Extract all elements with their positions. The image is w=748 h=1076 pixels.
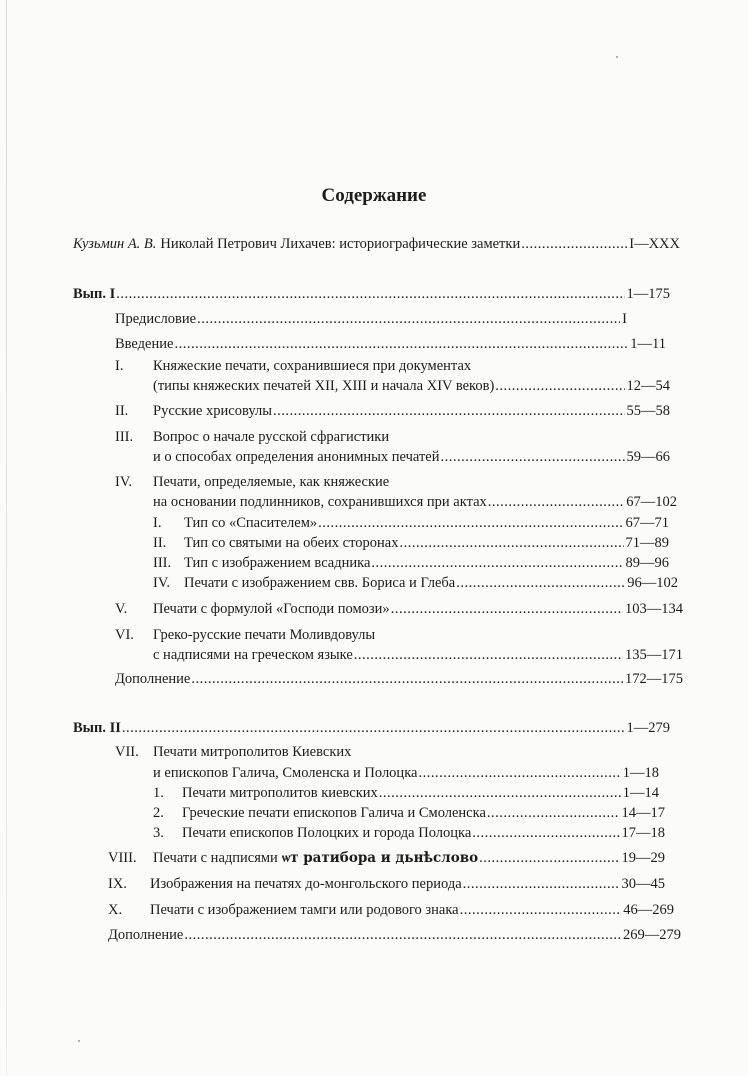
- chapter-title: Печати с формулой «Господи помози»: [153, 601, 390, 617]
- subsection-number: 3.: [153, 825, 164, 841]
- entry-pages: 1—14: [622, 785, 659, 801]
- dot-leader: [116, 286, 624, 303]
- chapter-title-line: Княжеские печати, сохранившиеся при документах: [153, 358, 472, 374]
- dot-leader: [354, 647, 623, 664]
- entry-pages: I: [622, 311, 627, 327]
- toc-chapter-4[interactable]: [153, 494, 677, 511]
- page-edge: [6, 0, 7, 1076]
- chapter-title: Печати с надписями: [153, 850, 278, 866]
- toc-entry-preface[interactable]: [115, 311, 627, 328]
- chapter-title-line: и епископов Галича, Смоленска и Полоцка: [153, 765, 418, 781]
- chapter-number: V.: [115, 601, 128, 617]
- toc-chapter-5[interactable]: [153, 601, 683, 618]
- dot-leader: [463, 876, 620, 893]
- dot-leader: [318, 515, 623, 532]
- subsection-title: Греческие печати епископов Галича и Смоленска: [182, 805, 486, 821]
- toc-subsection[interactable]: [184, 515, 669, 532]
- entry-pages: 14—17: [621, 805, 665, 821]
- chapter-number: IX.: [108, 876, 127, 892]
- toc-subsection[interactable]: [184, 555, 669, 572]
- toc-volume-2[interactable]: [73, 720, 670, 737]
- subsection-title: Печати с изображением свв. Бориса и Глеба: [184, 575, 456, 591]
- chapter-title-line: и о способах определения анонимных печатей: [153, 449, 440, 465]
- chapter-title-line: с надписями на греческом языке: [153, 647, 353, 663]
- chapter-number: II.: [115, 403, 129, 419]
- entry-pages: 19—29: [621, 850, 665, 866]
- entry-pages: 172—175: [625, 671, 683, 687]
- subsection-number: II.: [153, 535, 167, 551]
- dot-leader: [399, 535, 623, 552]
- dot-leader: [479, 850, 619, 867]
- chapter-title: Печати с изображением тамги или родового знака: [150, 902, 459, 918]
- entry-pages: 96—102: [627, 575, 678, 591]
- entry-pages: 135—171: [625, 647, 683, 663]
- dot-leader: [418, 765, 620, 782]
- chapter-number: III.: [115, 429, 134, 445]
- subsection-number: I.: [153, 515, 162, 531]
- toc-chapter-1[interactable]: [153, 378, 670, 395]
- entry-pages: I—XXX: [629, 236, 680, 252]
- subsection-number: III.: [153, 555, 172, 571]
- toc-subsection[interactable]: [182, 805, 665, 822]
- subsection-title: Тип с изображением всадника: [184, 555, 371, 571]
- chapter-number: IV.: [115, 474, 133, 490]
- toc-chapter-8[interactable]: [153, 850, 665, 867]
- dot-leader: [487, 805, 620, 822]
- paper-speck: [78, 1040, 80, 1042]
- dot-leader: [197, 311, 620, 328]
- toc-chapter-3[interactable]: [153, 449, 670, 466]
- toc-subsection[interactable]: [182, 825, 665, 842]
- subsection-number: 2.: [153, 805, 164, 821]
- dot-leader: [371, 555, 623, 572]
- entry-title: Введение: [115, 336, 174, 352]
- page-title: Содержание: [321, 185, 427, 206]
- toc-volume-1[interactable]: [73, 286, 670, 303]
- dot-leader: [391, 601, 623, 618]
- subsection-title: Печати епископов Полоцких и города Полоцка: [182, 825, 472, 841]
- chapter-number: VIII.: [108, 850, 137, 866]
- entry-pages: 67—71: [625, 515, 669, 531]
- entry-pages: 89—96: [625, 555, 669, 571]
- chapter-title-line: Печати митрополитов Киевских: [153, 744, 352, 760]
- entry-pages: 12—54: [626, 378, 670, 394]
- subsection-title: Тип со «Спасителем»: [184, 515, 318, 531]
- entry-author: Кузьмин А. В.: [73, 236, 157, 252]
- volume-pages: 1—175: [626, 286, 670, 302]
- dot-leader: [184, 927, 621, 944]
- toc-chapter-10[interactable]: [150, 902, 674, 919]
- entry-title: Дополнение: [108, 927, 184, 943]
- dot-leader: [495, 378, 624, 395]
- entry-pages: 1—11: [630, 336, 666, 352]
- dot-leader: [460, 902, 622, 919]
- paper-speck: [616, 56, 618, 58]
- dot-leader: [379, 785, 621, 802]
- chapter-title: Русские хрисовулы: [153, 403, 272, 419]
- entry-pages: 103—134: [625, 601, 683, 617]
- chapter-number: X.: [108, 902, 123, 918]
- chapter-title-line: (типы княжеских печатей XII, XIII и начала XIV веков): [153, 378, 495, 394]
- subsection-title: Тип со святыми на обеих сторонах: [184, 535, 399, 551]
- dot-leader: [122, 720, 625, 737]
- chapter-title-line: на основании подлинников, сохранившихся при актах: [153, 494, 487, 510]
- toc-subsection[interactable]: [184, 575, 678, 592]
- dot-leader: [174, 336, 628, 353]
- dot-leader: [440, 449, 624, 466]
- chapter-number: VII.: [115, 744, 139, 760]
- chapter-title-line: Печати, определяемые, как княжеские: [153, 474, 390, 490]
- toc-entry-supplement-1[interactable]: [115, 671, 683, 688]
- entry-title: Предисловие: [115, 311, 197, 327]
- entry-pages: 55—58: [626, 403, 670, 419]
- chapter-title: Изображения на печатях до-монгольского периода: [150, 876, 462, 892]
- subsection-title: Печати митрополитов киевских: [182, 785, 378, 801]
- entry-pages: 30—45: [621, 876, 665, 892]
- entry-pages: 1—18: [622, 765, 659, 781]
- toc-chapter-7[interactable]: [153, 765, 659, 782]
- dot-leader: [472, 825, 619, 842]
- entry-pages: 59—66: [626, 449, 670, 465]
- toc-chapter-2[interactable]: [153, 403, 670, 420]
- chapter-number: VI.: [115, 627, 134, 643]
- volume-label: Вып. I: [73, 286, 116, 302]
- toc-entry-intro[interactable]: [73, 236, 680, 253]
- entry-title: Николай Петрович Лихачев: историографические заметки: [160, 236, 521, 252]
- toc-subsection[interactable]: [182, 785, 659, 802]
- toc-chapter-9[interactable]: [150, 876, 665, 893]
- volume-label: Вып. II: [73, 720, 121, 736]
- dot-leader: [488, 494, 624, 511]
- dot-leader: [273, 403, 625, 420]
- slavonic-inscription: ѡт ратибора и дьнѣслово: [281, 850, 479, 866]
- dot-leader: [456, 575, 625, 592]
- chapter-title-line: Вопрос о начале русской сфрагистики: [153, 429, 390, 445]
- entry-pages: 269—279: [623, 927, 681, 943]
- entry-pages: 46—269: [623, 902, 674, 918]
- subsection-number: 1.: [153, 785, 164, 801]
- dot-leader: [521, 236, 627, 253]
- toc-entry-supplement-2[interactable]: [108, 927, 681, 944]
- entry-pages: 67—102: [626, 494, 677, 510]
- volume-pages: 1—279: [626, 720, 670, 736]
- toc-entry-introduction[interactable]: [115, 336, 666, 353]
- subsection-number: IV.: [153, 575, 171, 591]
- entry-pages: 17—18: [621, 825, 665, 841]
- toc-chapter-6[interactable]: [153, 647, 683, 664]
- entry-pages: 71—89: [625, 535, 669, 551]
- dot-leader: [191, 671, 623, 688]
- chapter-number: I.: [115, 358, 124, 374]
- entry-title: Дополнение: [115, 671, 191, 687]
- toc-subsection[interactable]: [184, 535, 669, 552]
- chapter-title-line: Греко-русские печати Моливдовулы: [153, 627, 376, 643]
